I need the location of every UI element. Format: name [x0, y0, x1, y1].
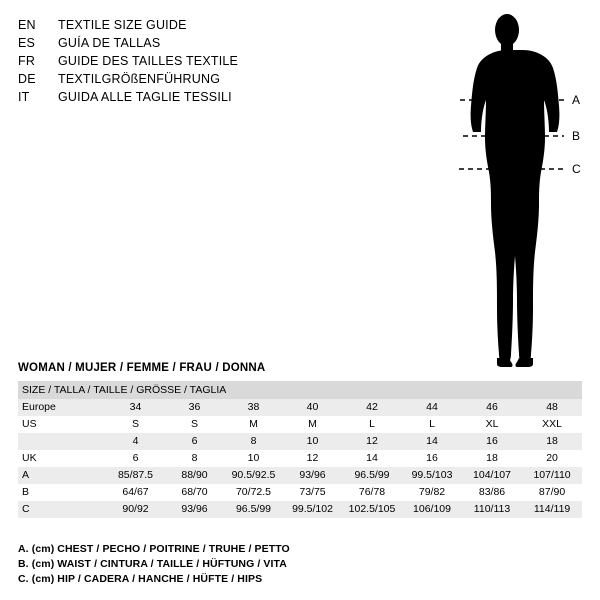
table-row [18, 399, 582, 416]
cell: 102.5/105 [342, 501, 402, 518]
cell: 64/67 [106, 484, 165, 501]
cell: 6 [106, 450, 165, 467]
measurement-legend [18, 542, 578, 587]
cell: L [342, 416, 402, 433]
cell: 93/96 [283, 467, 342, 484]
cell: 104/107 [462, 467, 522, 484]
cell: 40 [283, 399, 342, 416]
cell: 96.5/99 [342, 467, 402, 484]
language-code: DE [18, 72, 36, 86]
cell: 110/113 [462, 501, 522, 518]
language-row [18, 52, 438, 70]
table-header-label: SIZE / TALLA / TAILLE / GRÖSSE / TAGLIA [18, 381, 582, 399]
measurement-marker-a [460, 94, 588, 106]
language-titles [18, 16, 438, 106]
cell: 42 [342, 399, 402, 416]
cell: 68/70 [165, 484, 224, 501]
cell: 34 [106, 399, 165, 416]
legend-line-c: C. (cm) HIP / CADERA / HANCHE / HÜFTE / HIPS [18, 573, 263, 585]
cell: 10 [283, 433, 342, 450]
cell: M [283, 416, 342, 433]
cell: 48 [522, 399, 582, 416]
cell: 38 [224, 399, 283, 416]
cell: 70/72.5 [224, 484, 283, 501]
language-row [18, 88, 438, 106]
row-label: Europe [18, 399, 106, 416]
cell: XXL [522, 416, 582, 433]
cell: 76/78 [342, 484, 402, 501]
row-label: US [18, 416, 106, 433]
legend-line-b: B. (cm) WAIST / CINTURA / TAILLE / HÜFTUNG / VITA [18, 558, 287, 570]
dashed-line-b-icon [463, 130, 568, 142]
cell: 12 [283, 450, 342, 467]
female-silhouette-figure [435, 8, 595, 368]
dashed-line-a-icon [460, 94, 568, 106]
cell: 36 [165, 399, 224, 416]
cell: 106/109 [402, 501, 462, 518]
cell: 14 [342, 450, 402, 467]
cell: 87/90 [522, 484, 582, 501]
cell: 99.5/102 [283, 501, 342, 518]
table-row [18, 416, 582, 433]
cell: 90/92 [106, 501, 165, 518]
cell: 8 [224, 433, 283, 450]
size-table [18, 381, 582, 518]
cell: 73/75 [283, 484, 342, 501]
language-code: FR [18, 54, 36, 68]
cell: 85/87.5 [106, 467, 165, 484]
cell: 90.5/92.5 [224, 467, 283, 484]
cell: S [106, 416, 165, 433]
language-row [18, 70, 438, 88]
cell: 99.5/103 [402, 467, 462, 484]
cell: M [224, 416, 283, 433]
section-heading: WOMAN / MUJER / FEMME / FRAU / DONNA [18, 362, 266, 374]
cell: 114/119 [522, 501, 582, 518]
marker-label-b: B [572, 129, 581, 143]
cell: 10 [224, 450, 283, 467]
row-label: UK [18, 450, 106, 467]
table-header-row [18, 381, 582, 399]
cell: 46 [462, 399, 522, 416]
cell: 44 [402, 399, 462, 416]
table-row [18, 467, 582, 484]
row-label: A [18, 467, 106, 484]
dashed-line-c-icon [459, 163, 568, 175]
language-title: TEXTILE SIZE GUIDE [58, 18, 187, 32]
table-row [18, 484, 582, 501]
marker-label-a: A [572, 93, 581, 107]
table-row [18, 433, 582, 450]
cell: 88/90 [165, 467, 224, 484]
cell: 8 [165, 450, 224, 467]
legend-line-a: A. (cm) CHEST / PECHO / POITRINE / TRUHE / PETTO [18, 543, 290, 555]
cell: 14 [402, 433, 462, 450]
cell: S [165, 416, 224, 433]
cell: 18 [462, 450, 522, 467]
measurement-marker-b [463, 130, 588, 142]
cell: 93/96 [165, 501, 224, 518]
cell: 79/82 [402, 484, 462, 501]
cell: 12 [342, 433, 402, 450]
cell: 16 [462, 433, 522, 450]
language-code: ES [18, 36, 36, 50]
language-row [18, 16, 438, 34]
language-row [18, 34, 438, 52]
measurement-marker-c [459, 163, 588, 175]
row-label: B [18, 484, 106, 501]
language-code: IT [18, 90, 30, 104]
language-title: TEXTILGRÖßENFÜHRUNG [58, 72, 221, 86]
cell: 6 [165, 433, 224, 450]
marker-label-c: C [572, 162, 581, 176]
cell: 16 [402, 450, 462, 467]
cell: 83/86 [462, 484, 522, 501]
size-table-wrapper [18, 381, 582, 518]
cell: L [402, 416, 462, 433]
language-code: EN [18, 18, 36, 32]
cell: 18 [522, 433, 582, 450]
language-title: GUIDA ALLE TAGLIE TESSILI [58, 90, 232, 104]
row-label [18, 433, 106, 450]
cell: 107/110 [522, 467, 582, 484]
table-row [18, 501, 582, 518]
row-label: C [18, 501, 106, 518]
cell: XL [462, 416, 522, 433]
cell: 96.5/99 [224, 501, 283, 518]
cell: 20 [522, 450, 582, 467]
language-title: GUIDE DES TAILLES TEXTILE [58, 54, 239, 68]
language-title: GUÍA DE TALLAS [58, 36, 161, 50]
female-body-icon [435, 8, 595, 368]
table-row [18, 450, 582, 467]
cell: 4 [106, 433, 165, 450]
